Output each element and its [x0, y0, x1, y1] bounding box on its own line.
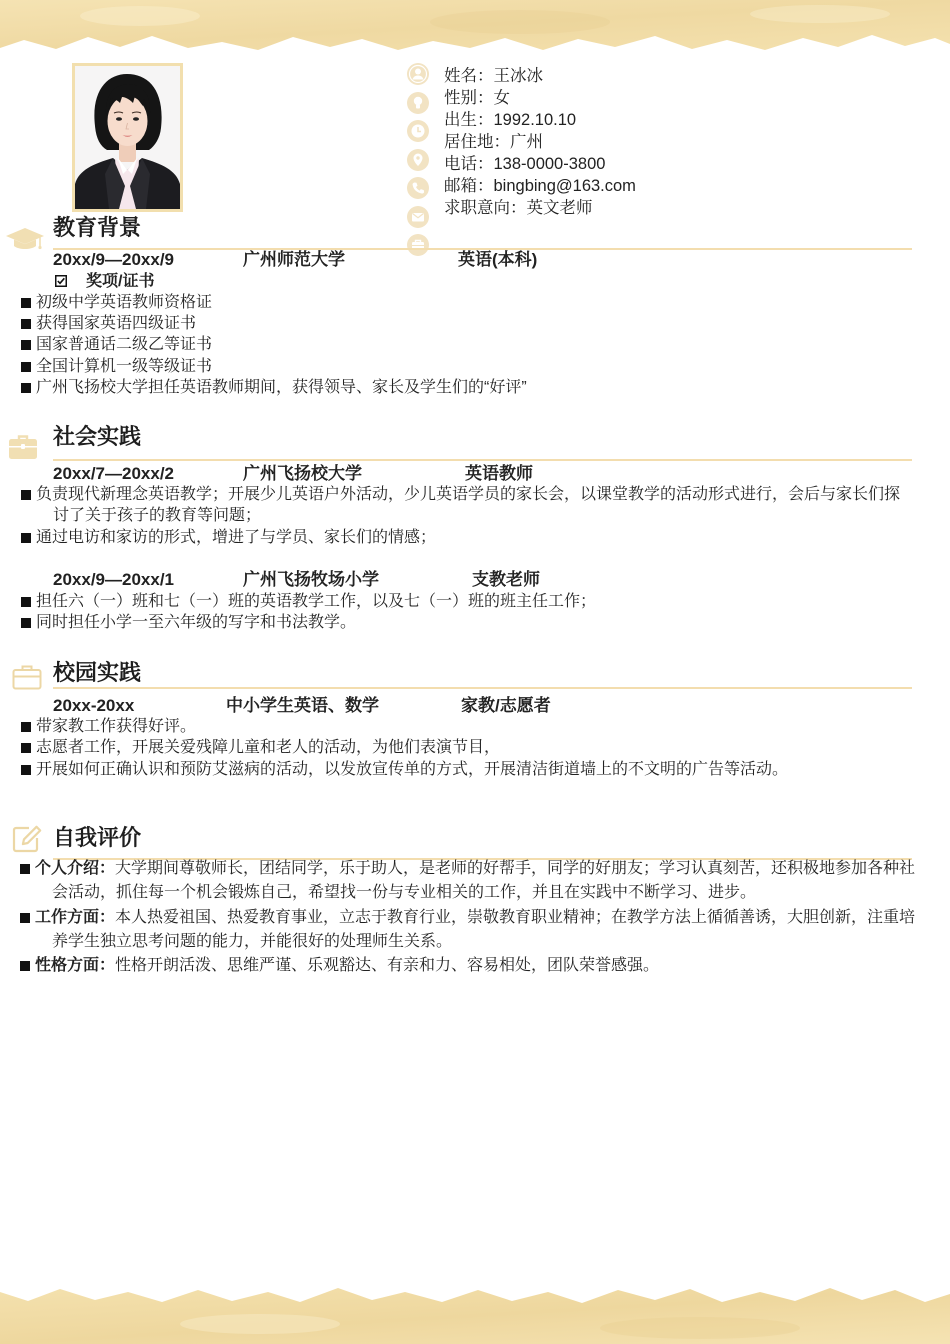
- education-school: 广州师范大学: [243, 250, 345, 269]
- social-practice-title: 社会实践: [53, 424, 142, 449]
- bullet-square: [20, 961, 30, 971]
- list-item-text: 担任六（一）班和七（一）班的英语教学工作，以及七（一）班的班主任工作；: [36, 593, 597, 610]
- bullet-square: [20, 913, 30, 923]
- social-entry-list: [0, 591, 950, 633]
- bullet-square: [21, 743, 31, 753]
- list-item: [0, 334, 950, 355]
- social-entry-organization: 广州飞扬牧场小学: [243, 570, 379, 589]
- social-entry-role: 支教老师: [472, 570, 540, 589]
- bullet-square: [21, 298, 31, 308]
- list-item-text: 通过电访和家访的形式，增进了与学员、家长们的情感；: [36, 528, 437, 546]
- list-item: [0, 313, 950, 334]
- info-value: 138-0000-3800: [493, 155, 606, 173]
- list-item-text: 初级中学英语教师资格证: [36, 294, 213, 311]
- info-value: 女: [493, 89, 510, 107]
- info-phone: [444, 153, 636, 175]
- top-paper-border: [0, 0, 950, 56]
- campus-entry-period: 20xx-20xx: [53, 696, 135, 715]
- social-entry-organization: 广州飞扬校大学: [243, 464, 362, 483]
- campus-practice-title: 校园实践: [53, 660, 142, 685]
- info-gender: [444, 87, 636, 109]
- social-entry-list: [0, 484, 950, 548]
- briefcase-icon: [8, 432, 38, 460]
- education-title: 教育背景: [53, 215, 142, 240]
- evaluation-label: 性格方面：: [35, 957, 116, 975]
- info-label: 性别：: [444, 89, 494, 107]
- social-entry: [0, 569, 950, 590]
- evaluation-text: 性格开朗活泼、思维严谨、乐观豁达、有亲和力、容易相处，团队荣誉感强。: [115, 957, 660, 975]
- evaluation-label: 工作方面：: [35, 908, 116, 926]
- bullet-square: [21, 319, 31, 329]
- evaluation-text: 大学期间尊敬师长，团结同学，乐于助人，是老师的好帮手，同学的好朋友；学习认真刻苦，还积极地参加各种社: [115, 860, 916, 877]
- list-item: [0, 292, 950, 313]
- portfolio-icon: [12, 663, 42, 690]
- awards-header: [0, 271, 950, 292]
- social-entry-period: 20xx/7—20xx/2: [53, 464, 174, 483]
- awards-title: 奖项/证书: [86, 273, 155, 290]
- education-entry: [0, 249, 950, 270]
- bullet-square: [21, 597, 31, 607]
- clock-icon: [406, 119, 430, 143]
- info-value: 1992.10.10: [493, 111, 577, 129]
- bullet-square: [21, 533, 31, 543]
- evaluation-text: 本人热爱祖国、热爱教育事业，立志于教育行业，崇敬教育职业精神；在教学方法上循循善诱，大胆创新，注重培: [115, 908, 916, 926]
- campus-entry: [0, 695, 950, 716]
- bullet-square: [21, 340, 31, 350]
- education-period: 20xx/9—20xx/9: [53, 250, 174, 269]
- info-label: 求职意向：: [444, 199, 527, 217]
- mail-icon: [406, 205, 430, 229]
- portrait-image: [75, 66, 180, 209]
- list-item-text: 同时担任小学一至六年级的写字和书法教学。: [36, 614, 357, 631]
- list-item: [0, 356, 950, 377]
- bullet-square: [21, 765, 31, 775]
- phone-icon: [406, 176, 430, 200]
- social-entry-period: 20xx/9—20xx/1: [53, 570, 174, 589]
- list-item-continuation: 讨了关于孩子的教育等问题；: [53, 507, 262, 525]
- info-residence: [444, 131, 636, 153]
- education-major: 英语(本科): [458, 250, 538, 269]
- evaluation-item: [0, 954, 950, 978]
- info-birth: [444, 109, 636, 131]
- personal-info: [444, 65, 636, 219]
- bulb-icon: [406, 91, 430, 115]
- list-item: [0, 737, 950, 758]
- campus-entry-subject: 中小学生英语、数学: [226, 696, 379, 715]
- bullet-square: [20, 864, 30, 874]
- campus-list: [0, 716, 950, 780]
- evaluation-item: [0, 906, 950, 930]
- info-label: 邮箱：: [444, 177, 494, 195]
- info-value: 广州: [510, 133, 543, 151]
- evaluation-label: 个人介绍：: [35, 860, 116, 877]
- list-item-text: 国家普通话二级乙等证书: [36, 336, 213, 354]
- evaluation-item: [0, 857, 950, 881]
- list-item: [0, 591, 950, 612]
- social-practice-divider: [53, 459, 912, 461]
- info-job-intention: [444, 197, 636, 219]
- info-label: 出生：: [444, 111, 494, 129]
- bullet-square: [21, 618, 31, 628]
- info-name: [444, 65, 636, 87]
- social-entry-role: 英语教师: [465, 464, 533, 483]
- list-item: [0, 527, 950, 548]
- campus-entry-role: 家教/志愿者: [461, 696, 551, 715]
- list-item: [0, 612, 950, 633]
- info-value: 英文老师: [526, 199, 593, 217]
- info-value: 王冰冰: [493, 67, 543, 85]
- list-item-text: 广州飞扬校大学担任英语教师期间，获得领导、家长及学生们的“好评”: [36, 378, 527, 396]
- evaluation-continuation: 会活动，抓住每一个机会锻炼自己，希望找一份与专业相关的工作，并且在实践中不断学习、进步。: [52, 884, 757, 902]
- bullet-square: [21, 383, 31, 393]
- list-item: [0, 716, 950, 737]
- bullet-square: [21, 722, 31, 732]
- campus-practice-divider: [53, 687, 912, 689]
- info-email: [444, 175, 636, 197]
- list-item-text: 全国计算机一级等级证书: [36, 357, 213, 375]
- info-value: bingbing@163.com: [493, 177, 636, 195]
- self-evaluation-title: 自我评价: [53, 825, 142, 850]
- awards-list: [0, 292, 950, 398]
- profile-photo: [72, 63, 183, 212]
- list-item: [0, 484, 950, 505]
- info-label: 姓名：: [444, 67, 494, 85]
- user-icon: [406, 62, 430, 86]
- edit-icon: [12, 825, 42, 853]
- social-entry: [0, 463, 950, 484]
- self-evaluation-list: [0, 857, 950, 978]
- bottom-paper-border: [0, 1284, 950, 1344]
- list-item: [0, 377, 950, 398]
- info-label: 电话：: [444, 155, 494, 173]
- list-item-text: 开展如何正确认识和预防艾滋病的活动，以发放宣传单的方式，开展清洁街道墙上的不文明的广告等活动。: [36, 760, 789, 778]
- list-item-text: 带家教工作获得好评。: [36, 718, 197, 735]
- location-icon: [406, 148, 430, 172]
- list-item-text: 志愿者工作，开展关爱残障儿童和老人的活动，为他们表演节目，: [36, 739, 501, 757]
- bullet-square: [21, 362, 31, 372]
- list-item: [0, 759, 950, 780]
- list-item-text: 负责现代新理念英语教学；开展少儿英语户外活动，少儿英语学员的家长会，以课堂教学的活动形式进行，会后与家长们探: [36, 486, 901, 503]
- list-item-text: 获得国家英语四级证书: [36, 315, 197, 333]
- bullet-square: [21, 490, 31, 500]
- checkbox-icon: [55, 275, 67, 287]
- info-label: 居住地：: [444, 133, 510, 151]
- evaluation-continuation: 养学生独立思考问题的能力，并能很好的处理师生关系。: [52, 932, 453, 950]
